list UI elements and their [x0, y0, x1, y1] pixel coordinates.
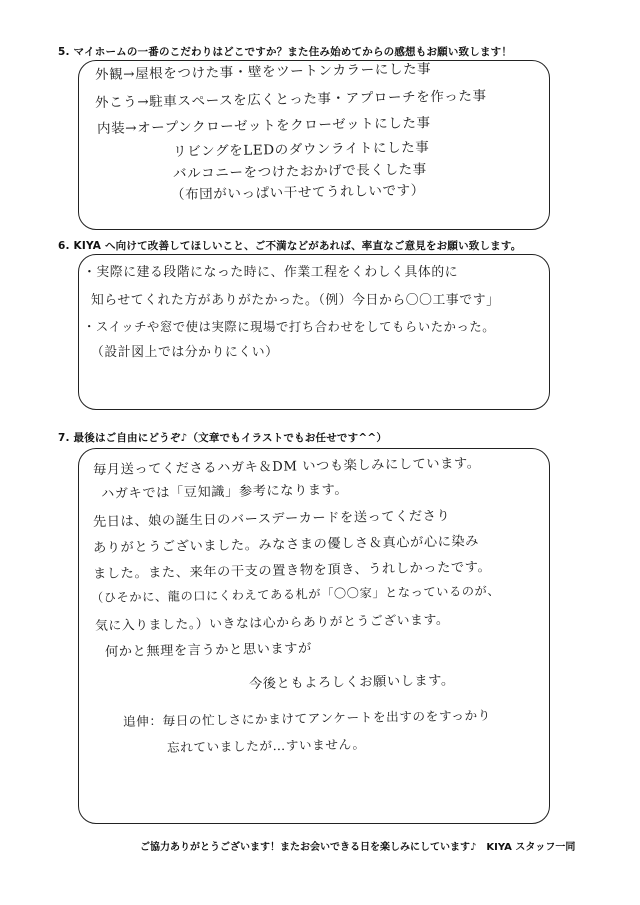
question-7-heading: 7. 最後はご自由にどうぞ♪（文章でもイラストでもお任せです^^）	[58, 432, 388, 444]
question-7-line-5: ました。また、来年の干支の置き物を頂き、うれしかったです。	[92, 560, 492, 582]
question-5-line-4: リビングをLEDのダウンライトにした事	[172, 139, 430, 160]
question-6-line-2: 知らせてくれた方がありがたかった。（例）今日から〇〇工事です」	[91, 293, 500, 308]
footer-message: ご協力ありがとうございます！またお会いできる日を楽しみにしています♪ KIYA スタッフ一同	[140, 842, 576, 853]
question-5-line-1: 外観→屋根をつけた事・壁をツートンカラーにした事	[94, 61, 432, 83]
question-5-line-5: バルコニーをつけたおかげで長くした事	[172, 161, 427, 182]
question-7-line-7: 気に入りました。）いきなは心からありがとうございます。	[94, 612, 450, 634]
question-5-answer-box	[78, 60, 550, 230]
question-7-line-11: 忘れていましたが…すいません。	[166, 736, 366, 755]
question-5-line-3: 内装→オープンクローゼットをクローゼットにした事	[96, 115, 431, 137]
question-7-line-8: 何かと無理を言うかと思いますが	[104, 641, 312, 660]
question-7-line-1: 毎月送ってくださるハガキ＆DM いつも楽しみにしています。	[92, 456, 481, 478]
question-6-heading: 6. KIYA へ向けて改善してほしいこと、ご不満などがあれば、率直なご意見をお願い致します。	[58, 240, 522, 252]
question-6-answer-box	[78, 254, 550, 410]
question-7-answer-box	[78, 448, 550, 824]
question-7-line-3: 先日は、娘の誕生日のバースデーカードを送ってくださり	[92, 508, 451, 530]
question-6-line-3: ・スイッチや窓で使は実際に現場で打ち合わせをしてもらいたかった。	[83, 320, 496, 334]
question-7-line-10: 追伸：毎日の忙しさにかまけてアンケートを出すのをすっかり	[122, 707, 492, 729]
question-6-line-1: ・実際に建る段階になった時に、作業工程をくわしく具体的に	[83, 265, 459, 280]
question-7-line-4: ありがとうございました。みなさまの優しさ＆真心が心に染み	[92, 534, 480, 556]
question-7-line-2: ハガキでは「豆知識」参考になります。	[100, 482, 349, 502]
question-5-line-2: 外こう→駐車スペースを広くとった事・アプローチを作った事	[94, 88, 487, 111]
question-7-line-9: 今後ともよろしくお願いします。	[248, 673, 455, 692]
question-6-line-4: （設計図上では分かりにくい）	[91, 345, 279, 360]
question-5-line-6: （布団がいっぱい干せてうれしいです）	[170, 182, 425, 203]
question-5-heading: 5. マイホームの一番のこだわりはどこですか？また住み始めてからの感想もお願い致します！	[58, 46, 513, 58]
question-7-line-6: （ひそかに、龍の口にくわえてある札が「〇〇家」となっているのが、	[90, 583, 501, 605]
